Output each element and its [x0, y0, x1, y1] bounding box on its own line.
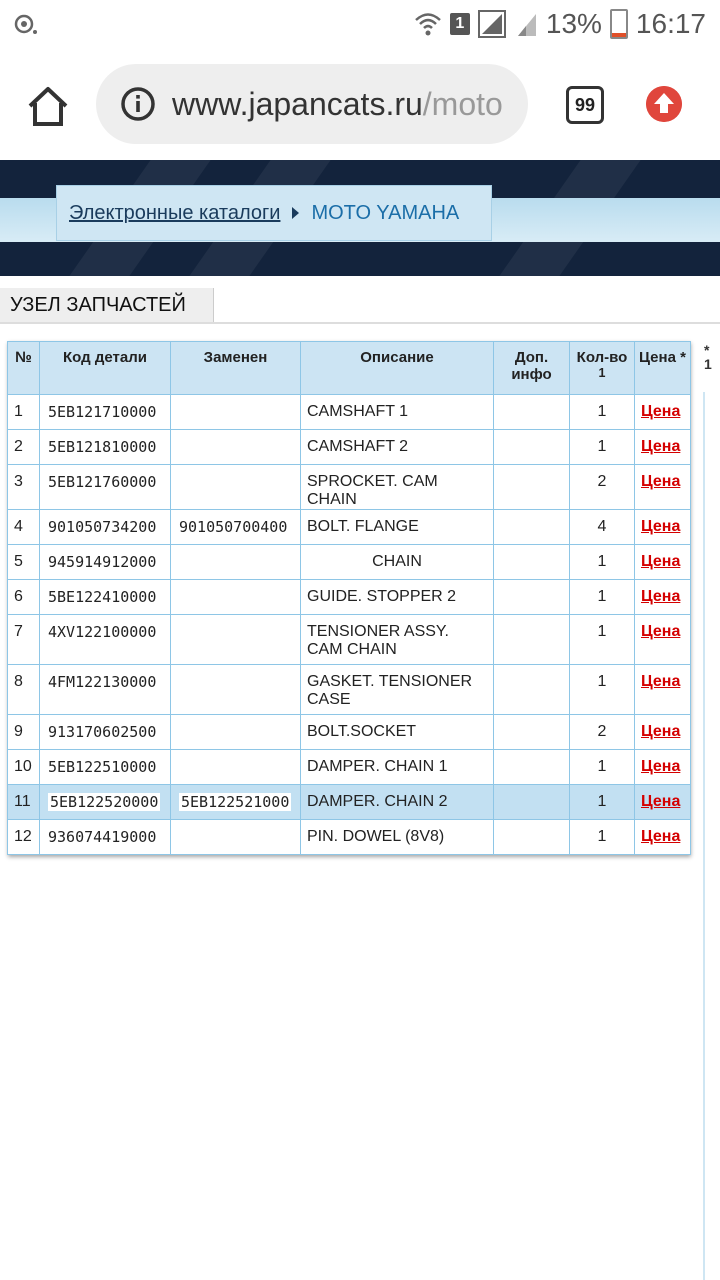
- cell-description-text: TENSIONER ASSY. CAM CHAIN: [307, 623, 449, 658]
- cell-description: [301, 545, 494, 580]
- cell-num: [8, 820, 40, 855]
- cell-code-text: 4FM122130000: [48, 673, 157, 691]
- cell-qty: [570, 510, 635, 545]
- cell-num-text: 2: [14, 438, 23, 455]
- cell-code: [40, 465, 171, 510]
- cell-replaced: [171, 665, 301, 715]
- cell-description: [301, 615, 494, 665]
- cell-num: [8, 715, 40, 750]
- cell-num-text: 12: [14, 828, 32, 845]
- url-path: /moto: [422, 86, 503, 122]
- parts-table-body: [8, 395, 691, 855]
- cell-num-text: 9: [14, 723, 23, 740]
- status-indicators: [414, 6, 706, 42]
- cell-qty-text: 1: [597, 673, 607, 690]
- table-row[interactable]: [8, 465, 691, 510]
- cell-qty-text: 1: [597, 793, 607, 810]
- clock: 16:17: [635, 8, 706, 39]
- section-tab-parts[interactable]: УЗЕЛ ЗАПЧАСТЕЙ: [0, 288, 214, 322]
- cell-replaced: [171, 715, 301, 750]
- cell-code: [40, 750, 171, 785]
- cell-num: [8, 785, 40, 820]
- cell-num-text: 3: [14, 473, 23, 490]
- cell-qty-text: 1: [597, 438, 607, 455]
- cell-code: [40, 580, 171, 615]
- cell-qty: [570, 615, 635, 665]
- price-link[interactable]: Цена: [641, 828, 681, 845]
- cell-replaced-text: 5EB122521000: [181, 793, 290, 811]
- cell-num-text: 5: [14, 553, 23, 570]
- cell-code-text: 936074419000: [48, 828, 157, 846]
- cell-num: [8, 510, 40, 545]
- cell-price: [635, 430, 691, 465]
- home-icon[interactable]: [26, 84, 70, 128]
- cell-num: [8, 615, 40, 665]
- cell-description-text: DAMPER. CHAIN 1: [307, 758, 448, 775]
- cell-description: [301, 430, 494, 465]
- cell-num-text: 8: [14, 673, 23, 690]
- breadcrumb-arrow-icon: [292, 207, 299, 219]
- cell-qty-text: 2: [597, 723, 607, 740]
- col-header-num: №: [8, 342, 40, 395]
- status-bar: [0, 0, 720, 48]
- info-icon[interactable]: [120, 86, 156, 122]
- cell-code: [40, 785, 171, 820]
- cell-qty: [570, 395, 635, 430]
- cell-replaced: [171, 510, 301, 545]
- cell-extra: [494, 615, 570, 665]
- sync-icon: [14, 12, 38, 36]
- cell-extra: [494, 465, 570, 510]
- cell-replaced: [171, 580, 301, 615]
- cell-replaced: [171, 545, 301, 580]
- right-panel-asterisk: *: [704, 342, 710, 358]
- cell-replaced: [171, 465, 301, 510]
- cell-code: [40, 615, 171, 665]
- cell-extra: [494, 715, 570, 750]
- cell-price: [635, 465, 691, 510]
- cell-price: [635, 785, 691, 820]
- right-panel-footnote: 1: [704, 356, 712, 372]
- price-link[interactable]: Цена: [641, 623, 681, 640]
- url-bar[interactable]: [96, 64, 528, 144]
- cell-description: [301, 750, 494, 785]
- sim-slot-badge: 1: [450, 13, 470, 35]
- cell-qty-text: 1: [597, 758, 607, 775]
- cell-extra: [494, 395, 570, 430]
- col-header-description: Описание: [301, 342, 494, 395]
- cell-qty: [570, 430, 635, 465]
- cell-price: [635, 510, 691, 545]
- cell-qty-text: 1: [597, 553, 607, 570]
- cell-qty-text: 1: [597, 828, 607, 845]
- cell-price: [635, 820, 691, 855]
- url-text[interactable]: [172, 84, 512, 124]
- cell-num-text: 11: [14, 793, 31, 810]
- cell-num-text: 1: [14, 403, 23, 420]
- cell-price: [635, 395, 691, 430]
- table-row[interactable]: [8, 715, 691, 750]
- browser-toolbar: [0, 48, 720, 160]
- cell-num-text: 6: [14, 588, 23, 605]
- cell-description: [301, 715, 494, 750]
- price-link[interactable]: Цена: [641, 518, 681, 535]
- parts-table-container: [7, 341, 690, 855]
- cell-replaced: [171, 750, 301, 785]
- price-link[interactable]: Цена: [641, 793, 681, 810]
- cell-description: [301, 395, 494, 430]
- price-link[interactable]: Цена: [641, 673, 681, 690]
- price-link[interactable]: Цена: [641, 723, 681, 740]
- cell-replaced: [171, 820, 301, 855]
- cell-code: [40, 545, 171, 580]
- parts-table: [7, 341, 691, 855]
- table-row[interactable]: [8, 785, 691, 820]
- cell-num: [8, 665, 40, 715]
- cell-code-text: 5EB121810000: [48, 438, 157, 456]
- right-panel-peek: [704, 343, 712, 371]
- cell-extra: [494, 820, 570, 855]
- table-row[interactable]: [8, 430, 691, 465]
- cell-qty: [570, 545, 635, 580]
- cell-code-text: 5EB122520000: [50, 793, 159, 811]
- cell-qty-text: 1: [597, 588, 607, 605]
- cell-qty: [570, 750, 635, 785]
- table-row[interactable]: [8, 615, 691, 665]
- col-header-qty-footnote: 1: [598, 366, 606, 380]
- cell-code-text: 5EB121710000: [48, 403, 157, 421]
- battery-percent: 13%: [545, 8, 602, 39]
- cell-description: [301, 665, 494, 715]
- cell-replaced: [171, 430, 301, 465]
- col-header-price: Цена *: [635, 342, 691, 395]
- cell-code-text: 5BE122410000: [48, 588, 157, 606]
- cell-description-text: BOLT.SOCKET: [307, 723, 417, 740]
- cell-extra: [494, 430, 570, 465]
- cell-num: [8, 750, 40, 785]
- table-row[interactable]: [8, 580, 691, 615]
- cell-price: [635, 545, 691, 580]
- cell-description-text: SPROCKET. CAM CHAIN: [307, 473, 438, 508]
- table-row[interactable]: [8, 750, 691, 785]
- cell-extra: [494, 665, 570, 715]
- cell-replaced: [171, 395, 301, 430]
- breadcrumb: [56, 185, 492, 241]
- cell-price: [635, 615, 691, 665]
- cell-num: [8, 465, 40, 510]
- cell-num-text: 10: [14, 758, 32, 775]
- cell-description-text: CAMSHAFT 1: [307, 403, 409, 420]
- cell-description-text: GUIDE. STOPPER 2: [307, 588, 457, 605]
- cell-code: [40, 820, 171, 855]
- table-row[interactable]: [8, 395, 691, 430]
- battery-icon: [610, 9, 628, 39]
- cell-num: [8, 430, 40, 465]
- cell-description-text: DAMPER. CHAIN 2: [307, 793, 448, 810]
- signal-2-icon: [516, 10, 538, 38]
- cell-extra: [494, 510, 570, 545]
- cell-code: [40, 395, 171, 430]
- cell-extra: [494, 750, 570, 785]
- cell-replaced: [171, 615, 301, 665]
- cell-price: [635, 750, 691, 785]
- col-header-qty: [570, 342, 635, 395]
- cell-description: [301, 465, 494, 510]
- cell-description-text: BOLT. FLANGE: [307, 518, 419, 535]
- cell-num: [8, 545, 40, 580]
- table-row[interactable]: [8, 510, 691, 545]
- cell-code: [40, 510, 171, 545]
- col-header-replaced: Заменен: [171, 342, 301, 395]
- cell-code-text: 5EB122510000: [48, 758, 157, 776]
- price-link[interactable]: Цена: [641, 438, 681, 455]
- cell-qty: [570, 785, 635, 820]
- cell-num: [8, 580, 40, 615]
- col-header-extra: Доп. инфо: [494, 342, 570, 395]
- price-link[interactable]: Цена: [641, 758, 681, 775]
- cell-qty-text: 2: [597, 473, 607, 490]
- cell-code: [40, 715, 171, 750]
- cell-qty-text: 1: [597, 403, 607, 420]
- cell-replaced-text: 901050700400: [179, 518, 288, 536]
- cell-price: [635, 665, 691, 715]
- cell-code-text: 913170602500: [48, 723, 157, 741]
- table-header-row: [8, 342, 691, 395]
- cell-description-text: GASKET. TENSIONER CASE: [307, 673, 473, 708]
- cell-replaced: [171, 785, 301, 820]
- cell-extra: [494, 785, 570, 820]
- tab-switcher-button[interactable]: 99: [566, 86, 604, 124]
- right-panel-border: [703, 392, 705, 1280]
- cell-num-text: 7: [14, 623, 23, 640]
- cell-price: [635, 580, 691, 615]
- price-link[interactable]: Цена: [641, 588, 681, 605]
- update-icon[interactable]: [646, 86, 682, 122]
- cell-qty: [570, 580, 635, 615]
- col-header-qty-label: Кол-во: [576, 349, 628, 366]
- site-header: [0, 160, 720, 276]
- cell-code-text: 5EB121760000: [48, 473, 157, 491]
- cell-qty: [570, 715, 635, 750]
- cell-qty: [570, 820, 635, 855]
- table-row[interactable]: [8, 820, 691, 855]
- signal-icon: [478, 10, 508, 38]
- cell-price: [635, 715, 691, 750]
- cell-description: [301, 510, 494, 545]
- cell-extra: [494, 580, 570, 615]
- cell-code: [40, 665, 171, 715]
- cell-code-text: 901050734200: [48, 518, 157, 536]
- cell-description: [301, 820, 494, 855]
- cell-num-text: 4: [14, 518, 23, 535]
- cell-qty: [570, 465, 635, 510]
- table-row[interactable]: [8, 665, 691, 715]
- cell-description-text: CAMSHAFT 2: [307, 438, 409, 455]
- url-domain: www.japancats.ru: [172, 86, 423, 122]
- cell-description-text: PIN. DOWEL (8V8): [307, 828, 445, 845]
- cell-num: [8, 395, 40, 430]
- breadcrumb-link-catalogs[interactable]: Электронные каталоги: [69, 201, 281, 224]
- price-link[interactable]: Цена: [641, 403, 681, 420]
- wifi-icon: [414, 11, 442, 37]
- cell-code-text: 4XV122100000: [48, 623, 157, 641]
- cell-description: [301, 785, 494, 820]
- cell-description-text: CHAIN: [372, 553, 422, 570]
- cell-description: [301, 580, 494, 615]
- cell-code-text: 945914912000: [48, 553, 157, 571]
- cell-qty-text: 1: [597, 623, 607, 640]
- price-link[interactable]: Цена: [641, 553, 681, 570]
- cell-code: [40, 430, 171, 465]
- cell-qty-text: 4: [597, 518, 607, 535]
- cell-extra: [494, 545, 570, 580]
- col-header-code: Код детали: [40, 342, 171, 395]
- section-bar: [0, 288, 720, 324]
- cell-qty: [570, 665, 635, 715]
- breadcrumb-current[interactable]: MOTO YAMAHA: [311, 201, 460, 224]
- price-link[interactable]: Цена: [641, 473, 681, 490]
- table-row[interactable]: [8, 545, 691, 580]
